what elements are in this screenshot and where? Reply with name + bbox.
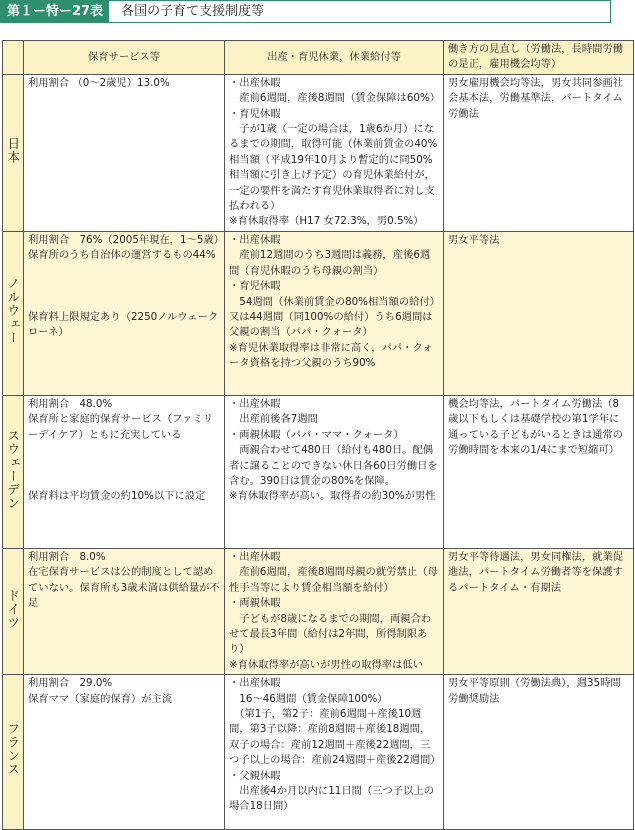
leave-text: ※育休取得率（H17 女72.3%，男0.5%）	[229, 215, 424, 228]
leave-text: ・出産休暇	[229, 233, 281, 246]
country-cell	[3, 74, 24, 231]
leave-text: ※育児休業取得率は非常に高く，パパ・クォータ資格を持つ父親のうち90%	[229, 341, 433, 370]
leave-text: 子が1歳（一定の場合は，1歳6か月）になるまでの期間，取得可能（休業前賃金の40%相当額（平成19年10月より暫定的に同50%相当額に引き上げ予定）の育児休業給付が，一定の要件を満たす育児休業取得者に対し支払われる）	[229, 123, 438, 213]
childcare-cell	[24, 675, 225, 830]
childcare-header: 保育サービス等	[24, 41, 225, 75]
work-header: 働き方の見直し（労働法，長時間労働の是正，雇用機会均等）	[444, 41, 634, 75]
work-text: 男女雇用機会均等法，男女共同参画社会基本法，労働基準法，パートタイム労働法	[448, 76, 624, 120]
leave-text: ・父親休暇	[229, 769, 281, 782]
spacer	[28, 264, 220, 310]
childcare-text: 保育所のうち自治体の運営するもの44%	[28, 249, 216, 262]
childcare-cell	[24, 548, 225, 674]
header-row	[3, 41, 634, 75]
country-name: スウェーデン	[5, 428, 21, 510]
leave-cell	[225, 675, 444, 830]
childcare-text: 利用割合 （0〜2歳児）13.0%	[28, 76, 170, 89]
childcare-text: 在宅保育サービスは公的制度として認めていない。保育所も3歳未満は供給量が不足	[28, 566, 220, 610]
childcare-note: 保育料は平均賃金の約10%以下に設定	[28, 490, 206, 503]
leave-text: ※育休取得率が高い。取得者の約30%が男性	[229, 490, 436, 503]
leave-text: （第1子，第2子：産前6週間＋産後10週間，第3子以降：産前8週間＋産後18週間，双子の場合：産前12週間＋産後22週間，三つ子以上の場合：産前24週間＋産後22週間）	[229, 707, 441, 767]
leave-text: ・育児休暇	[229, 107, 281, 120]
country-name: ドイツ	[5, 588, 21, 630]
table-row	[3, 675, 634, 830]
work-text: 男女平等待遇法，男女同権法，就業促進法，パートタイム労働者等を保護するパートタイム・有期法	[448, 550, 624, 594]
table-title: 各国の子育て支援制度等	[121, 4, 265, 19]
table-row	[3, 395, 634, 548]
leave-text: 16〜46週間（賃金保障100%）	[229, 692, 388, 705]
country-header	[3, 41, 24, 75]
work-cell	[444, 548, 634, 674]
leave-header: 出産・育児休業，休業給付等	[225, 41, 444, 75]
childcare-text: 保育所と家庭的保育サービス（ファミリーデイケア）ともに充実している	[28, 413, 214, 441]
childcare-text: 保育ママ（家庭的保育）が主流	[28, 692, 173, 705]
childcare-cell	[24, 231, 225, 395]
leave-cell	[225, 548, 444, 674]
childcare-text: 利用割合 29.0%	[28, 677, 113, 690]
childcare-cell	[24, 395, 225, 548]
childcare-text: 利用割合 48.0%	[28, 397, 113, 410]
leave-text: 子どもが8歳になるまでの期間，両親合わせて最長3年間（給付は2年間，所得制限あり）	[229, 612, 432, 656]
leave-text: 出産後4か月以内に11日間（三つ子以上の場合18日間）	[229, 784, 434, 813]
leave-text: ・育児休暇	[229, 280, 281, 293]
table-row	[3, 231, 634, 395]
country-cell	[3, 548, 24, 674]
work-cell	[444, 231, 634, 395]
table-row	[3, 74, 634, 231]
work-cell	[444, 675, 634, 830]
country-name: フランス	[5, 722, 21, 777]
leave-text: ・出産休暇	[229, 397, 281, 410]
leave-text: ・両親休暇	[229, 597, 281, 610]
leave-text: 両親合わせて480日（給付も480日。配偶者に譲ることのできない休日各60日労働日を含む。390日は賃金の80%を保障。	[229, 444, 438, 487]
country-name: 日本	[5, 136, 21, 164]
spacer	[28, 443, 220, 489]
leave-text: ・両親休暇（パパ・ママ・クォータ）	[229, 428, 404, 441]
leave-cell	[225, 74, 444, 231]
leave-text: 54週間（休業前賃金の80%相当額の給付）又は44週間（同100%の給付）うち6週間は父親の割当（パパ・クォータ）	[229, 295, 435, 339]
country-cell	[3, 231, 24, 395]
work-cell	[444, 395, 634, 548]
leave-text: ・出産休暇	[229, 677, 281, 690]
work-cell	[444, 74, 634, 231]
childcare-cell	[24, 74, 225, 231]
leave-text: ・出産休暇	[229, 76, 281, 89]
table-title-bar	[0, 0, 611, 23]
table-row	[3, 548, 634, 674]
table-number: 第１ー特ー27表	[1, 1, 109, 22]
leave-text: 産前6週間，産後8週間（賃金保障は60%）	[229, 92, 441, 105]
work-text: 機会均等法，パートタイム労働法（8歳以下もしくは基礎学校の第1学年に通っている子どもがいるときは通常の労働時間を本来の1/4にまで短縮可）	[448, 397, 624, 457]
childcare-note: 保育料上限規定あり（2250ノルウェークローネ）	[28, 310, 219, 339]
childcare-text: 利用割合 76%（2005年現在，1〜5歳）	[28, 233, 225, 246]
work-text: 男女平等原則（労働法典），週35時間労働奨励法	[448, 677, 621, 705]
leave-cell	[225, 395, 444, 548]
leave-cell	[225, 231, 444, 395]
childcare-text: 利用割合 8.0%	[28, 550, 106, 563]
leave-text: ※育休取得率が高いが男性の取得率は低い	[229, 658, 423, 671]
leave-text: 産前6週間，産後8週間母親の就労禁止（母性手当等により賃金相当額を給付）	[229, 566, 438, 594]
country-cell	[3, 395, 24, 548]
leave-text: 産前12週間のうち3週間は義務，産後6週間（育児休暇のうち母親の割当）	[229, 249, 431, 277]
support-systems-table	[2, 40, 634, 830]
country-name: ノルウェー	[5, 276, 21, 345]
leave-text: 出産前後各7週間	[229, 413, 318, 426]
country-cell	[3, 675, 24, 830]
work-text: 男女平等法	[448, 233, 500, 246]
leave-text: ・出産休暇	[229, 550, 281, 563]
